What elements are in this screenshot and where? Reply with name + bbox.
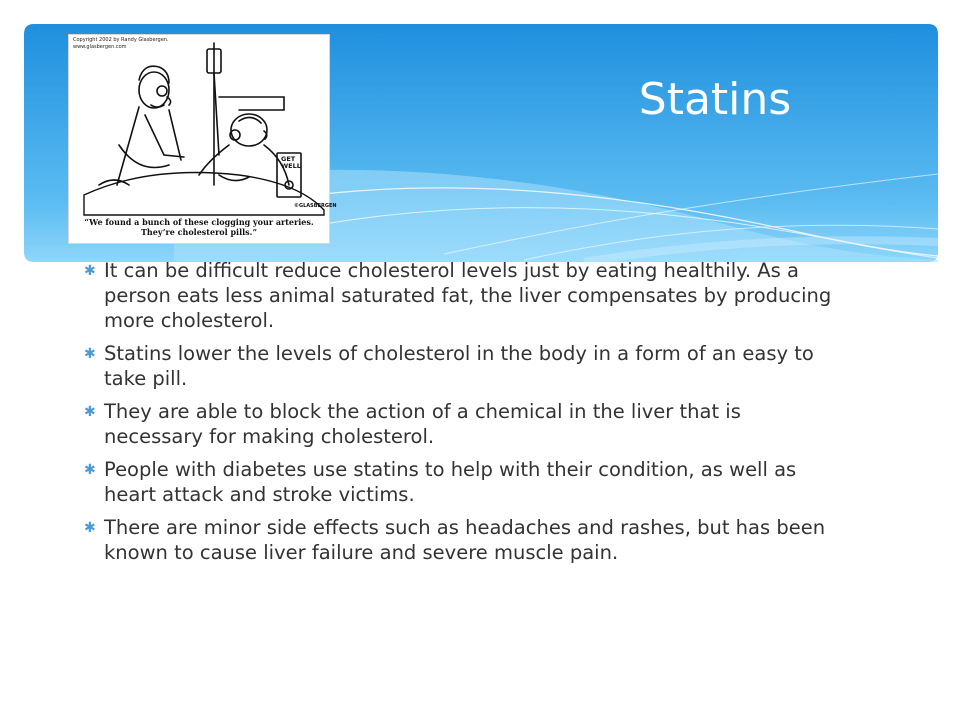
bullet-star-icon: ✱	[84, 404, 96, 420]
cartoon-credit: Copyright 2002 by Randy Glasbergen. www.glasbergen.com	[73, 37, 169, 50]
cartoon-drawing	[69, 35, 329, 243]
bullet-text: It can be difficult reduce cholesterol levels just by eating healthily. As a person eats less animal saturated fat, the liver compensates by producing more cholesterol.	[104, 259, 832, 332]
get-well-card-text: GET WELL	[281, 155, 301, 170]
cartoon-signature: ©GLASBERGEN	[294, 203, 337, 209]
bullet-star-icon: ✱	[84, 462, 96, 478]
cartoon-caption: “We found a bunch of these clogging your arteries. They’re cholesterol pills.”	[84, 217, 314, 237]
bullet-item	[84, 457, 844, 507]
bullet-star-icon: ✱	[84, 520, 96, 536]
bullet-text: People with diabetes use statins to help with their condition, as well as heart attack and stroke victims.	[104, 458, 797, 506]
bullet-text: There are minor side effects such as headaches and rashes, but has been known to cause liver failure and severe muscle pain.	[104, 516, 826, 564]
bullet-text: They are able to block the action of a chemical in the liver that is necessary for making cholesterol.	[104, 400, 741, 448]
bullet-item	[84, 258, 844, 333]
slide-title: Statins	[638, 74, 792, 125]
bullet-star-icon: ✱	[84, 346, 96, 362]
cartoon-image	[68, 34, 337, 244]
bullet-list	[84, 258, 844, 573]
bullet-item	[84, 515, 844, 565]
bullet-item	[84, 399, 844, 449]
bullet-item	[84, 341, 844, 391]
bullet-text: Statins lower the levels of cholesterol in the body in a form of an easy to take pill.	[104, 342, 814, 390]
bullet-star-icon: ✱	[84, 263, 96, 279]
